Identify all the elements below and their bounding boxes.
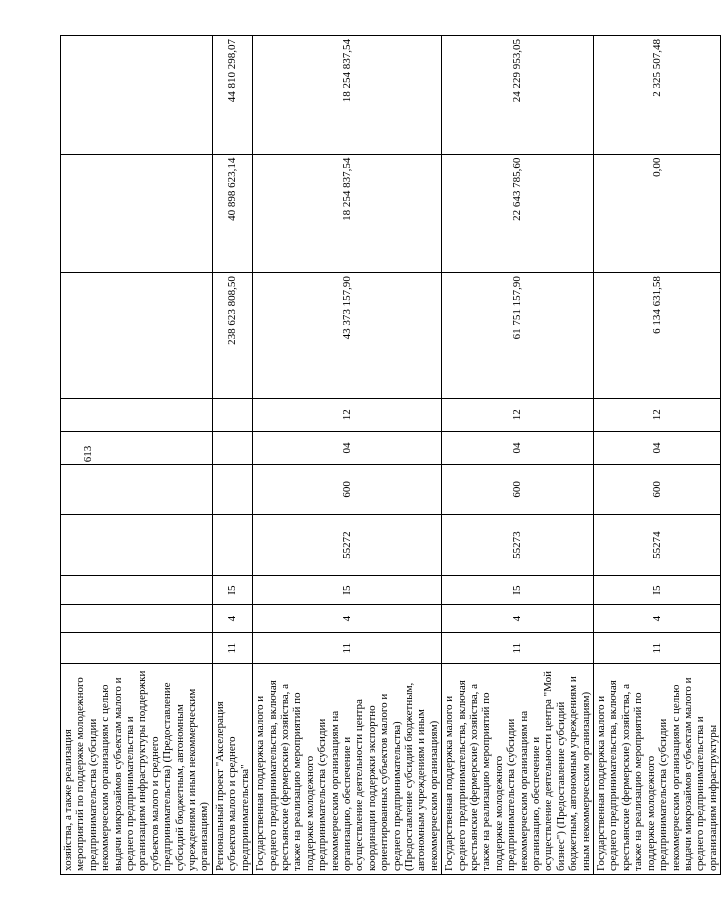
code-project <box>61 576 213 604</box>
code-subsection: 12 <box>594 398 721 431</box>
code-direction <box>212 514 252 576</box>
row-name: Региональный проект "Акселерация субъектов малого и среднего предпринимательства" <box>212 664 252 875</box>
table-row <box>253 36 442 875</box>
amount-year-3: 44 810 298,07 <box>212 36 252 155</box>
code-subsection <box>212 398 252 431</box>
code-direction: 55274 <box>594 514 721 576</box>
amount-year-1: 43 373 157,90 <box>253 273 442 399</box>
row-name: Государственная поддержка малого и среднего предпринимательства, включая крестьянские (фермерские) хозяйства, а также на реализацию мероприятий по поддержке молодежного предпринимательства (субсидии некоммерческим организациям на организацию, обеспечение и осуществление деятельности центра координации поддержки экспортно ориентированных субъектов малого и среднего предпринимательства) (Предоставление субсидий бюджетным, автономным учреждениям и иным некоммерческим организациям) <box>253 664 442 875</box>
code-program: 11 <box>594 633 721 664</box>
amount-year-1 <box>61 273 213 399</box>
amount-year-2: 22 643 785,60 <box>442 154 594 273</box>
code-expense-type <box>61 465 213 515</box>
code-expense-type <box>212 465 252 515</box>
code-expense-type: 600 <box>253 465 442 515</box>
amount-year-3 <box>61 36 213 155</box>
code-section: 04 <box>442 431 594 464</box>
code-program: 11 <box>212 633 252 664</box>
code-subprogram: 4 <box>594 604 721 632</box>
code-expense-type: 600 <box>594 465 721 515</box>
code-subprogram: 4 <box>442 604 594 632</box>
code-project: I5 <box>212 576 252 604</box>
code-direction: 55273 <box>442 514 594 576</box>
amount-year-2: 18 254 837,54 <box>253 154 442 273</box>
code-subprogram: 4 <box>212 604 252 632</box>
code-section: 04 <box>253 431 442 464</box>
table-row <box>61 36 213 875</box>
row-name: Государственная поддержка малого и среднего предпринимательства, включая крестьянские (фермерские) хозяйства, а также на реализацию мероприятий по поддержке молодежного предпринимательства (субсидии некоммерческим организациям с целью выдачи микрозаймов субъектам малого и среднего предпринимательства и организациям инфраструктуры <box>594 664 721 875</box>
code-program: 11 <box>253 633 442 664</box>
table-row <box>442 36 594 875</box>
amount-year-3: 2 325 507,48 <box>594 36 721 155</box>
code-program: 11 <box>442 633 594 664</box>
code-direction: 55272 <box>253 514 442 576</box>
table-row <box>594 36 721 875</box>
table-row <box>212 36 252 875</box>
amount-year-1: 6 134 631,58 <box>594 273 721 399</box>
amount-year-1: 61 751 157,90 <box>442 273 594 399</box>
code-subsection: 12 <box>442 398 594 431</box>
code-direction <box>61 514 213 576</box>
code-project: I5 <box>594 576 721 604</box>
row-name: Государственная поддержка малого и среднего предпринимательства, включая крестьянские (фермерские) хозяйства, а также на реализацию мероприятий по поддержке молодежного предпринимательства (субсидии некоммерческим организациям на организацию, обеспечение и осуществление деятельности центра "Мой бизнес") (Предоставление субсидий бюджетным, автономным учреждениям и иным некоммерческим организациям) <box>442 664 594 875</box>
code-project: I5 <box>442 576 594 604</box>
amount-year-2 <box>61 154 213 273</box>
row-name: хозяйства, а также реализация мероприятий по поддержке молодежного предпринимательства (субсидии некоммерческим организациям с целью выдачи микрозаймов субъектам малого и среднего предпринимательства и организациям инфраструктуры поддержки субъектов малого и среднего предпринимательства) (Предоставление субсидий бюджетным, автономным учреждениям и иным некоммерческим организациям) <box>61 664 213 875</box>
code-subsection: 12 <box>253 398 442 431</box>
code-expense-type: 600 <box>442 465 594 515</box>
budget-table <box>60 35 721 875</box>
page-number: 613 <box>82 445 94 463</box>
code-program <box>61 633 213 664</box>
amount-year-2: 40 898 623,14 <box>212 154 252 273</box>
code-subprogram <box>61 604 213 632</box>
code-project: I5 <box>253 576 442 604</box>
code-section: 04 <box>594 431 721 464</box>
code-subsection <box>61 398 213 431</box>
amount-year-1: 238 623 808,50 <box>212 273 252 399</box>
amount-year-3: 24 229 953,05 <box>442 36 594 155</box>
amount-year-2: 0,00 <box>594 154 721 273</box>
code-section <box>61 431 213 464</box>
code-subprogram: 4 <box>253 604 442 632</box>
amount-year-3: 18 254 837,54 <box>253 36 442 155</box>
code-section <box>212 431 252 464</box>
